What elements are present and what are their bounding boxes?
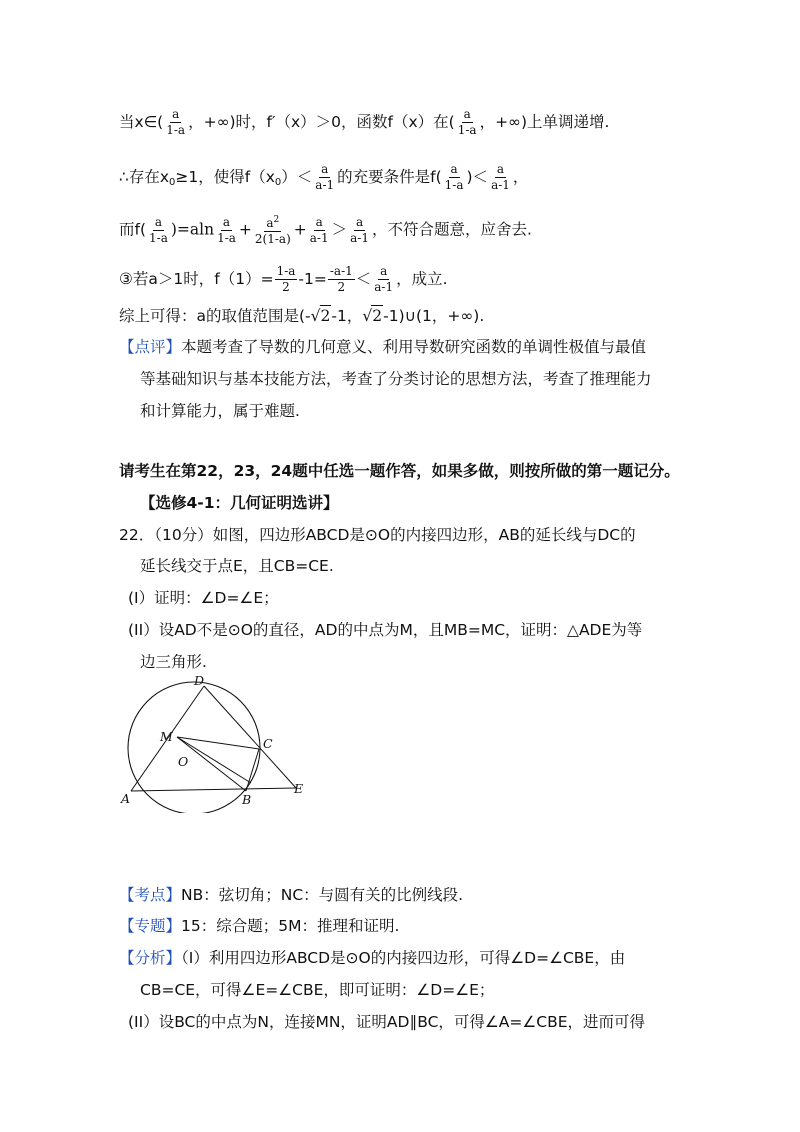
kaodian-text: NB：弦切角；NC：与圆有关的比例线段. — [181, 886, 464, 904]
solution-line-3 — [119, 214, 532, 246]
text: ∴存在x — [119, 168, 170, 186]
text: )=aln — [170, 220, 215, 239]
text: ）＜ — [281, 168, 313, 186]
segment-bc — [246, 749, 259, 791]
label-b: B — [242, 792, 252, 807]
zhuanti-label: 【专题】 — [119, 917, 182, 935]
radicand: 2 — [372, 307, 383, 325]
text: ，成立. — [396, 270, 448, 288]
problem-part-1: (I）证明：∠D=∠E； — [128, 589, 279, 607]
text: 综上可得：a的取值范围是(- — [119, 307, 311, 325]
solution-line-2 — [119, 163, 528, 193]
text: + — [238, 220, 252, 239]
instruction: 请考生在第22，23，24题中任选一题作答，如果多做，则按所做的第一题记分。 — [119, 462, 680, 480]
label-o: O — [178, 754, 189, 769]
fraction: $\frac{a}{1-a}$ — [444, 162, 464, 192]
fraction: $\frac{a}{1-a}$ — [149, 214, 168, 245]
label-a: A — [121, 791, 131, 806]
text: -1)∪(1，+∞). — [383, 307, 485, 325]
text: -1= — [298, 270, 327, 288]
fraction: $\frac{1-a}{2}$ — [276, 264, 296, 294]
segment-de — [204, 686, 296, 788]
fraction: $\frac{a}{a-1}$ — [491, 162, 510, 192]
solution-line-4 — [119, 265, 448, 294]
label-d: D — [194, 673, 205, 688]
text: + — [293, 220, 307, 239]
fraction: $\frac{a}{1-a}$ — [217, 214, 236, 245]
comment-line-2 — [140, 369, 652, 389]
fraction: $\frac{a}{1-a}$ — [166, 107, 186, 137]
segment-ae — [131, 788, 296, 791]
text: ＜ — [355, 270, 372, 288]
text: ≥1，使得f（x — [175, 168, 275, 186]
problem-line-2: 延长线交于点E，且CB=CE. — [140, 557, 334, 575]
fenxi-line-2: CB=CE，可得∠E=∠CBE，即可证明：∠D=∠E； — [140, 981, 495, 999]
text: )＜ — [466, 168, 489, 186]
text: ，不符合题意，应舍去. — [371, 220, 532, 239]
text: 当x∈( — [119, 113, 164, 131]
label-e: E — [294, 781, 304, 796]
problem-line-1: 22．（10分）如图，四边形ABCD是⊙O的内接四边形，AB的延长线与DC的 — [119, 526, 636, 544]
comment-text: 等基础知识与基本技能方法，考查了分类讨论的思想方法，考查了推理能力 — [140, 370, 652, 388]
text: 的充要条件是f( — [337, 168, 442, 186]
comment-text: 和计算能力，属于难题. — [140, 402, 300, 420]
zhuanti-line — [119, 916, 399, 936]
fraction: $\frac{a^2}{2(1-a)}$ — [254, 215, 291, 246]
text: -1， — [331, 307, 363, 325]
text: ③若a＞1时，f（1）= — [119, 270, 274, 288]
fenxi-line-1 — [119, 948, 625, 968]
comment-text: 本题考查了导数的几何意义、利用导数研究函数的单调性极值与最值 — [181, 338, 647, 356]
fraction: $\frac{-a-1}{2}$ — [329, 264, 353, 294]
fraction: $\frac{a}{a-1}$ — [350, 214, 369, 245]
text: ， — [512, 168, 529, 186]
fraction: $\frac{a}{a-1}$ — [315, 162, 335, 192]
fenxi-text: （I）利用四边形ABCD是⊙O的内接四边形，可得∠D=∠CBE，由 — [181, 949, 626, 967]
subscript: 0 — [274, 177, 282, 188]
text: 而f( — [119, 220, 147, 239]
kaodian-line — [119, 885, 463, 905]
problem-part-2-cont: 边三角形. — [140, 653, 207, 671]
text: ，+∞)时，f′（x）＞0，函数f（x）在( — [188, 113, 455, 131]
fraction: $\frac{a}{a-1}$ — [309, 214, 329, 245]
comment-line-1 — [119, 337, 646, 357]
geometry-figure — [118, 673, 318, 813]
section-title: 【选修4-1：几何证明选讲】 — [140, 494, 339, 512]
label-c: C — [263, 736, 273, 751]
label-m: M — [160, 729, 173, 744]
fraction: $\frac{a}{1-a}$ — [457, 107, 477, 137]
fenxi-label: 【分析】 — [119, 949, 182, 967]
fenxi-line-3: (II）设BC的中点为N，连接MN，证明AD∥BC，可得∠A=∠CBE，进而可得 — [128, 1013, 646, 1031]
fraction: $\frac{a}{a-1}$ — [374, 264, 394, 294]
solution-line-5: 综上可得：a的取值范围是(-√2-1，√2-1)∪(1，+∞). — [119, 307, 485, 325]
solution-line-1 — [119, 108, 609, 137]
comment-label: 【点评】 — [119, 338, 182, 356]
radicand: 2 — [320, 307, 331, 325]
problem-part-2: (II）设AD不是⊙O的直径，AD的中点为M，且MB=MC，证明：△ADE为等 — [128, 621, 643, 639]
zhuanti-text: 15：综合题；5M：推理和证明. — [181, 917, 400, 935]
text: ＞ — [331, 220, 348, 239]
text: ，+∞)上单调递增. — [479, 113, 610, 131]
subscript: 0 — [169, 177, 176, 188]
kaodian-label: 【考点】 — [119, 886, 182, 904]
comment-line-3 — [140, 401, 300, 421]
